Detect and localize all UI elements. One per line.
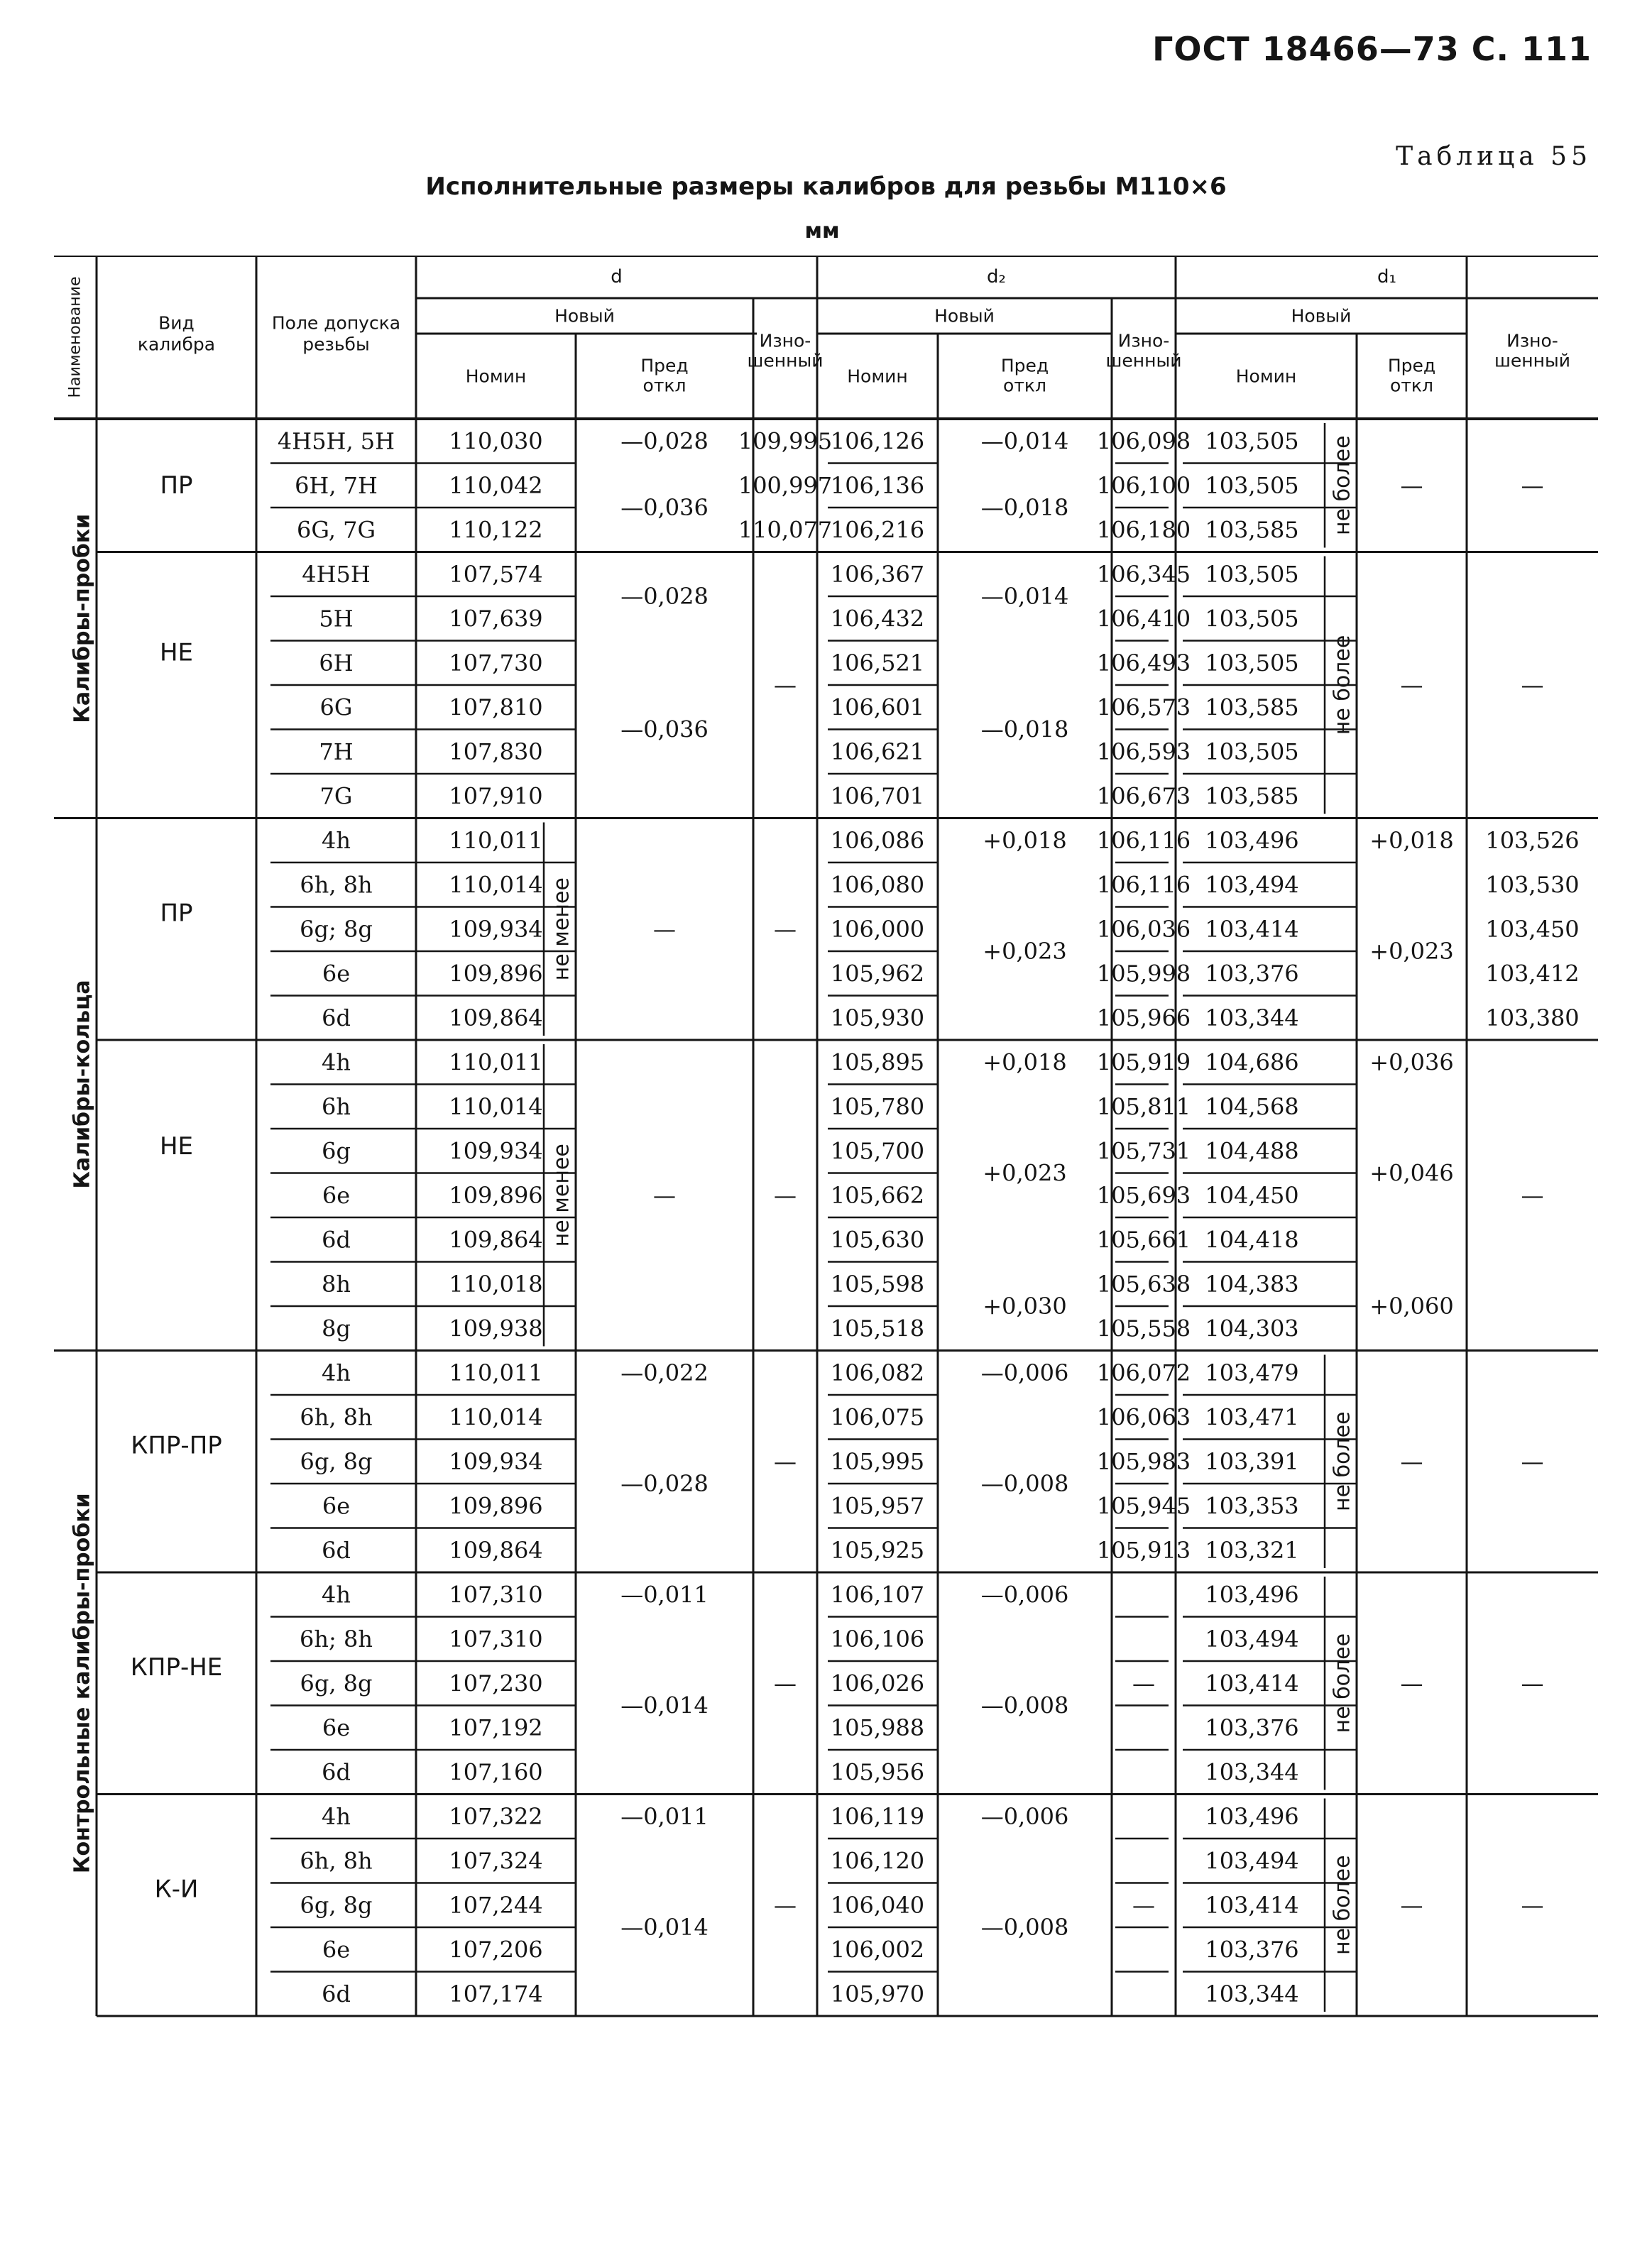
d-nominal-cell: 107,230: [449, 1670, 543, 1697]
header-d-new: Новый: [554, 305, 615, 327]
fit-cell: 6H: [319, 649, 354, 676]
merged-d_worn-cell: 110,077: [738, 516, 833, 544]
header-d2-deviation-2: откл: [1003, 375, 1046, 396]
fit-cell: 6h, 8h: [300, 1403, 373, 1431]
fit-cell: 6d: [322, 1980, 351, 2007]
d1-nominal-cell: 103,376: [1205, 960, 1299, 987]
d-nominal-cell: 110,030: [449, 427, 543, 455]
header-name: Наименование: [66, 276, 84, 398]
d1-nominal-cell: 103,585: [1205, 516, 1299, 544]
header-d2: d₂: [987, 266, 1006, 287]
fit-cell: 4h: [322, 826, 351, 854]
merged-d2_dev-cell: —0,006: [980, 1359, 1069, 1386]
merged-d1_dev-cell: —: [1400, 1670, 1423, 1697]
d1-worn-cell: 103,450: [1485, 915, 1580, 943]
merged-d2_dev-cell: —0,018: [980, 494, 1069, 521]
d1-nominal-cell: 104,383: [1205, 1270, 1299, 1298]
d1-nominal-cell: 103,344: [1205, 1758, 1299, 1786]
d2-nominal-cell: 106,075: [830, 1403, 925, 1431]
d-nominal-cell: 110,014: [449, 1403, 543, 1431]
merged-d2_dev-cell: +0,018: [983, 826, 1067, 854]
merged-d_worn-cell: —: [774, 1670, 797, 1697]
merged-d1_worn-cell: —: [1521, 1670, 1544, 1697]
fit-cell: 6d: [322, 1004, 351, 1031]
d1-nominal-cell: 103,471: [1205, 1403, 1299, 1431]
d-nominal-cell: 109,934: [449, 915, 543, 943]
merged-d1_dev-cell: +0,018: [1369, 826, 1454, 854]
merged-d_worn-cell: —: [774, 915, 797, 943]
d-nominal-cell: 109,896: [449, 1181, 543, 1209]
merged-d1_dev-cell: +0,023: [1369, 938, 1454, 965]
merged-d_dev-cell: —: [653, 915, 676, 943]
merged-d2_dev-cell: —0,008: [980, 1692, 1069, 1719]
d2-worn-cell: 105,998: [1096, 960, 1191, 987]
d2-worn-cell: 105,945: [1096, 1492, 1191, 1520]
d1-nominal-cell: 103,344: [1205, 1004, 1299, 1031]
header-d2-new: Новый: [934, 305, 995, 327]
merged-d_worn-cell: —: [774, 1447, 797, 1475]
group-label-0: Калибры-пробки: [70, 513, 95, 723]
d-nominal-cell: 110,011: [449, 1359, 543, 1386]
merged-d1_dev-cell: +0,036: [1369, 1048, 1454, 1076]
d-nominal-cell: 110,011: [449, 1048, 543, 1076]
d1-nominal-cell: 104,418: [1205, 1226, 1299, 1254]
d2-worn-cell: 106,673: [1096, 782, 1191, 810]
d1-nominal-cell: 103,353: [1205, 1492, 1299, 1520]
merged-d_dev-cell: —0,028: [620, 1470, 709, 1497]
d1-nominal-cell: 103,494: [1205, 1625, 1299, 1653]
merged-d1_dev-cell: —: [1400, 471, 1423, 499]
d2-nominal-cell: 105,930: [830, 1004, 925, 1031]
fit-cell: 5H: [319, 605, 354, 632]
d2-nominal-cell: 106,367: [830, 560, 925, 588]
d2-worn-cell: 105,811: [1096, 1092, 1191, 1120]
gauge-type-2: ПР: [160, 899, 193, 928]
d2-nominal-cell: 105,970: [830, 1980, 925, 2007]
merged-d_worn-cell: —: [774, 672, 797, 699]
d2-worn-cell: 106,063: [1096, 1403, 1191, 1431]
header-d-deviation-2: откл: [642, 375, 686, 396]
d2-worn-cell: 105,731: [1096, 1137, 1191, 1165]
fit-cell: 6H, 7H: [295, 471, 378, 499]
merged-d1_worn-cell: —: [1521, 1447, 1544, 1475]
merged-d_vert-cell: не менее: [549, 1144, 574, 1247]
d2-nominal-cell: 105,988: [830, 1714, 925, 1741]
d2-nominal-cell: 105,995: [830, 1447, 925, 1475]
d1-nominal-cell: 103,505: [1205, 560, 1299, 588]
d1-worn-cell: 103,526: [1485, 826, 1580, 854]
merged-d1_dev-cell: —: [1400, 1891, 1423, 1919]
header-d1-nominal: Номин: [1235, 366, 1297, 387]
d2-nominal-cell: 106,601: [830, 694, 925, 721]
header-gauge-type-2: калибра: [137, 334, 216, 355]
d1-nominal-cell: 103,496: [1205, 1802, 1299, 1830]
d2-worn-cell: 106,493: [1096, 649, 1191, 676]
fit-cell: 7H: [319, 738, 354, 765]
merged-d_dev-cell: —0,014: [620, 1692, 709, 1719]
merged-d1_dev-cell: +0,060: [1369, 1293, 1454, 1320]
header-tolerance-1: Поле допуска: [271, 312, 401, 334]
d2-worn-cell: 105,966: [1096, 1004, 1191, 1031]
d2-nominal-cell: 106,106: [830, 1625, 925, 1653]
d-nominal-cell: 107,324: [449, 1847, 543, 1875]
gost-page-title: ГОСТ 18466—73 С. 111: [1152, 30, 1592, 68]
header-d-nominal: Номин: [465, 366, 527, 387]
d1-nominal-cell: 103,344: [1205, 1980, 1299, 2007]
d1-nominal-cell: 103,414: [1205, 1670, 1299, 1697]
d2-worn-cell: 105,558: [1096, 1315, 1191, 1342]
merged-d1_dev-cell: —: [1400, 672, 1423, 699]
header-d2-worn-1: Изно-: [1117, 330, 1170, 351]
fit-cell: 4h: [322, 1802, 351, 1830]
group-label-2: Контрольные калибры-пробки: [70, 1493, 95, 1874]
d2-nominal-cell: 106,080: [830, 871, 925, 899]
merged-d_dev-cell: —0,022: [620, 1359, 709, 1386]
merged-d_dev-cell: —0,014: [620, 1914, 709, 1941]
merged-d2_worn-cell: —: [1132, 1670, 1155, 1697]
d1-nominal-cell: 103,321: [1205, 1536, 1299, 1564]
d2-nominal-cell: 106,086: [830, 826, 925, 854]
d2-nominal-cell: 106,521: [830, 649, 925, 676]
d1-nominal-cell: 103,479: [1205, 1359, 1299, 1386]
merged-d1_worn-cell: —: [1521, 471, 1544, 499]
d-nominal-cell: 110,122: [449, 516, 543, 544]
d-nominal-cell: 107,810: [449, 694, 543, 721]
d-nominal-cell: 107,206: [449, 1936, 543, 1963]
d2-worn-cell: 105,638: [1096, 1270, 1191, 1298]
fit-cell: 6g, 8g: [300, 1891, 373, 1919]
header-d2-deviation-1: Пред: [1000, 355, 1049, 376]
d1-nominal-cell: 103,494: [1205, 1847, 1299, 1875]
fit-cell: 6G, 7G: [296, 516, 376, 544]
fit-cell: 6g, 8g: [300, 1447, 373, 1475]
fit-cell: 6G: [319, 694, 353, 721]
merged-d1_vert-cell: не более: [1330, 635, 1355, 735]
d2-nominal-cell: 105,598: [830, 1270, 925, 1298]
d2-worn-cell: 106,345: [1096, 560, 1191, 588]
merged-d1_vert-cell: не более: [1330, 1855, 1355, 1956]
d-nominal-cell: 107,310: [449, 1581, 543, 1609]
merged-d_dev-cell: —0,028: [620, 583, 709, 610]
merged-d2_worn-cell: —: [1132, 1891, 1155, 1919]
d-nominal-cell: 110,011: [449, 826, 543, 854]
d2-worn-cell: 106,180: [1096, 516, 1191, 544]
fit-cell: 8h: [322, 1270, 351, 1298]
merged-d2_dev-cell: —0,006: [980, 1581, 1069, 1609]
header-d2-nominal: Номин: [847, 366, 908, 387]
merged-d1_vert-cell: не более: [1330, 1633, 1355, 1733]
d1-nominal-cell: 103,505: [1205, 649, 1299, 676]
unit-label: мм: [804, 219, 840, 243]
d-nominal-cell: 107,730: [449, 649, 543, 676]
fit-cell: 6h; 8h: [300, 1625, 373, 1653]
gauge-type-3: НЕ: [159, 1132, 194, 1161]
fit-cell: 6e: [322, 1181, 351, 1209]
fit-cell: 6e: [322, 960, 351, 987]
d-nominal-cell: 109,934: [449, 1447, 543, 1475]
d2-nominal-cell: 106,701: [830, 782, 925, 810]
d1-nominal-cell: 104,303: [1205, 1315, 1299, 1342]
d2-nominal-cell: 106,136: [830, 471, 925, 499]
gauge-type-1: НЕ: [159, 638, 194, 667]
fit-cell: 6h, 8h: [300, 871, 373, 899]
merged-d_dev-cell: —: [653, 1181, 676, 1209]
d2-nominal-cell: 106,126: [830, 427, 925, 455]
fit-cell: 8g: [322, 1315, 351, 1342]
merged-d_worn-cell: 109,995: [738, 427, 833, 455]
d1-worn-cell: 103,530: [1485, 871, 1580, 899]
d1-nominal-cell: 104,450: [1205, 1181, 1299, 1209]
d2-nominal-cell: 105,662: [830, 1181, 925, 1209]
d2-worn-cell: 106,593: [1096, 738, 1191, 765]
fit-cell: 4H5H: [302, 560, 371, 588]
merged-d_dev-cell: —0,011: [620, 1581, 709, 1609]
merged-d2_dev-cell: —0,008: [980, 1470, 1069, 1497]
d2-worn-cell: 105,919: [1096, 1048, 1191, 1076]
merged-d1_worn-cell: —: [1521, 1181, 1544, 1209]
d2-nominal-cell: 106,107: [830, 1581, 925, 1609]
fit-cell: 6h: [322, 1092, 351, 1120]
d-nominal-cell: 109,934: [449, 1137, 543, 1165]
d1-nominal-cell: 103,496: [1205, 826, 1299, 854]
d2-nominal-cell: 106,216: [830, 516, 925, 544]
d2-nominal-cell: 105,518: [830, 1315, 925, 1342]
fit-cell: 4h: [322, 1359, 351, 1386]
d-nominal-cell: 110,042: [449, 471, 543, 499]
header-d2-worn-2: шенный: [1105, 350, 1182, 371]
merged-d2_dev-cell: +0,023: [983, 938, 1067, 965]
d2-nominal-cell: 105,895: [830, 1048, 925, 1076]
d2-nominal-cell: 105,956: [830, 1758, 925, 1786]
merged-d2_dev-cell: —0,006: [980, 1802, 1069, 1830]
fit-cell: 6g: [322, 1137, 351, 1165]
d-nominal-cell: 107,174: [449, 1980, 543, 2007]
d-nominal-cell: 109,864: [449, 1226, 543, 1254]
d1-nominal-cell: 103,414: [1205, 1891, 1299, 1919]
d2-worn-cell: 106,116: [1096, 826, 1191, 854]
header-d-deviation-1: Пред: [640, 355, 689, 376]
header-d-worn-1: Изно-: [759, 330, 811, 351]
merged-d2_dev-cell: —0,018: [980, 716, 1069, 743]
d2-nominal-cell: 106,119: [830, 1802, 925, 1830]
merged-d_dev-cell: —0,036: [620, 494, 709, 521]
merged-d1_vert-cell: не более: [1330, 1411, 1355, 1512]
merged-d_dev-cell: —0,036: [620, 716, 709, 743]
header-tolerance-2: резьбы: [302, 334, 370, 355]
d2-nominal-cell: 105,957: [830, 1492, 925, 1520]
merged-d1_dev-cell: +0,046: [1369, 1159, 1454, 1187]
d1-nominal-cell: 103,505: [1205, 605, 1299, 632]
merged-d1_worn-cell: —: [1521, 672, 1544, 699]
d1-nominal-cell: 103,496: [1205, 1581, 1299, 1609]
merged-d2_dev-cell: +0,023: [983, 1159, 1067, 1187]
d2-worn-cell: 105,661: [1096, 1226, 1191, 1254]
d-nominal-cell: 107,639: [449, 605, 543, 632]
merged-d_vert-cell: не менее: [549, 877, 574, 981]
fit-cell: 4H5H, 5H: [277, 427, 395, 455]
d2-worn-cell: 105,913: [1096, 1536, 1191, 1564]
d2-nominal-cell: 106,082: [830, 1359, 925, 1386]
d1-nominal-cell: 103,585: [1205, 782, 1299, 810]
d-nominal-cell: 107,310: [449, 1625, 543, 1653]
d1-worn-cell: 103,412: [1485, 960, 1580, 987]
fit-cell: 7G: [319, 782, 353, 810]
d1-worn-cell: 103,380: [1485, 1004, 1580, 1031]
d-nominal-cell: 107,322: [449, 1802, 543, 1830]
d1-nominal-cell: 103,376: [1205, 1714, 1299, 1741]
d1-nominal-cell: 103,505: [1205, 738, 1299, 765]
gauge-type-5: КПР-НЕ: [130, 1653, 223, 1682]
merged-d2_dev-cell: —0,014: [980, 427, 1069, 455]
gauge-type-0: ПР: [160, 471, 193, 500]
d2-worn-cell: 105,983: [1096, 1447, 1191, 1475]
header-d1-deviation-1: Пред: [1387, 355, 1436, 376]
merged-d_dev-cell: —0,011: [620, 1802, 709, 1830]
header-d1-worn-2: шенный: [1494, 350, 1570, 371]
d-nominal-cell: 109,864: [449, 1004, 543, 1031]
fit-cell: 4h: [322, 1581, 351, 1609]
d1-nominal-cell: 103,585: [1205, 694, 1299, 721]
d2-nominal-cell: 106,120: [830, 1847, 925, 1875]
header-d-worn-2: шенный: [747, 350, 824, 371]
header-d1-new: Новый: [1291, 305, 1352, 327]
d-nominal-cell: 110,014: [449, 1092, 543, 1120]
header-d1-worn-1: Изно-: [1506, 330, 1558, 351]
header-d1: d₁: [1377, 266, 1396, 287]
merged-d_worn-cell: 100,997: [738, 471, 833, 499]
header-d: d: [611, 266, 623, 287]
header-d1-deviation-2: откл: [1390, 375, 1433, 396]
fit-cell: 6d: [322, 1758, 351, 1786]
merged-d_worn-cell: —: [774, 1181, 797, 1209]
page-header: [0, 0, 1652, 243]
d-nominal-cell: 110,018: [449, 1270, 543, 1298]
fit-cell: 6e: [322, 1492, 351, 1520]
fit-cell: 4h: [322, 1048, 351, 1076]
merged-d_worn-cell: —: [774, 1891, 797, 1919]
gauge-dimensions-table: [54, 256, 1598, 2101]
d1-nominal-cell: 103,376: [1205, 1936, 1299, 1963]
d-nominal-cell: 107,910: [449, 782, 543, 810]
gauge-type-6: К-И: [154, 1875, 199, 1904]
d1-nominal-cell: 104,686: [1205, 1048, 1299, 1076]
d-nominal-cell: 107,574: [449, 560, 543, 588]
fit-cell: 6g, 8g: [300, 1670, 373, 1697]
fit-cell: 6h, 8h: [300, 1847, 373, 1875]
d2-worn-cell: 106,100: [1096, 471, 1191, 499]
merged-d1_dev-cell: —: [1400, 1447, 1423, 1475]
d2-nominal-cell: 105,780: [830, 1092, 925, 1120]
d2-nominal-cell: 106,026: [830, 1670, 925, 1697]
fit-cell: 6d: [322, 1226, 351, 1254]
d2-nominal-cell: 106,000: [830, 915, 925, 943]
header-gauge-type-1: Вид: [158, 312, 195, 334]
fit-cell: 6e: [322, 1714, 351, 1741]
d2-worn-cell: 106,036: [1096, 915, 1191, 943]
fit-cell: 6g; 8g: [300, 915, 373, 943]
merged-d2_dev-cell: —0,008: [980, 1914, 1069, 1941]
d2-nominal-cell: 105,700: [830, 1137, 925, 1165]
d-nominal-cell: 109,864: [449, 1536, 543, 1564]
d1-nominal-cell: 103,494: [1205, 871, 1299, 899]
fit-cell: 6d: [322, 1536, 351, 1564]
d-nominal-cell: 107,244: [449, 1891, 543, 1919]
merged-d2_dev-cell: +0,030: [983, 1293, 1067, 1320]
d2-worn-cell: 106,072: [1096, 1359, 1191, 1386]
d-nominal-cell: 107,160: [449, 1758, 543, 1786]
d-nominal-cell: 109,938: [449, 1315, 543, 1342]
table-caption: Исполнительные размеры калибров для резьбы М110×6: [425, 172, 1227, 201]
table-number: Таблица 55: [1396, 142, 1592, 171]
d-nominal-cell: 109,896: [449, 1492, 543, 1520]
d2-nominal-cell: 106,040: [830, 1891, 925, 1919]
d2-nominal-cell: 105,962: [830, 960, 925, 987]
d2-worn-cell: 106,098: [1096, 427, 1191, 455]
d2-nominal-cell: 106,002: [830, 1936, 925, 1963]
d2-worn-cell: 106,410: [1096, 605, 1191, 632]
d1-nominal-cell: 104,568: [1205, 1092, 1299, 1120]
d2-nominal-cell: 105,630: [830, 1226, 925, 1254]
merged-d2_dev-cell: +0,018: [983, 1048, 1067, 1076]
d2-nominal-cell: 106,432: [830, 605, 925, 632]
gauge-type-4: КПР-ПР: [131, 1431, 222, 1460]
merged-d1_vert-cell: не более: [1330, 435, 1355, 536]
d2-nominal-cell: 106,621: [830, 738, 925, 765]
d2-worn-cell: 106,116: [1096, 871, 1191, 899]
d1-nominal-cell: 103,505: [1205, 427, 1299, 455]
d1-nominal-cell: 103,505: [1205, 471, 1299, 499]
d-nominal-cell: 109,896: [449, 960, 543, 987]
d1-nominal-cell: 103,414: [1205, 915, 1299, 943]
d-nominal-cell: 107,830: [449, 738, 543, 765]
group-label-1: Калибры-кольца: [70, 980, 95, 1189]
d1-nominal-cell: 103,391: [1205, 1447, 1299, 1475]
merged-d_dev-cell: —0,028: [620, 427, 709, 455]
d-nominal-cell: 107,192: [449, 1714, 543, 1741]
d1-nominal-cell: 104,488: [1205, 1137, 1299, 1165]
merged-d2_dev-cell: —0,014: [980, 583, 1069, 610]
fit-cell: 6e: [322, 1936, 351, 1963]
d2-nominal-cell: 105,925: [830, 1536, 925, 1564]
d2-worn-cell: 106,573: [1096, 694, 1191, 721]
d2-worn-cell: 105,693: [1096, 1181, 1191, 1209]
d-nominal-cell: 110,014: [449, 871, 543, 899]
merged-d1_worn-cell: —: [1521, 1891, 1544, 1919]
